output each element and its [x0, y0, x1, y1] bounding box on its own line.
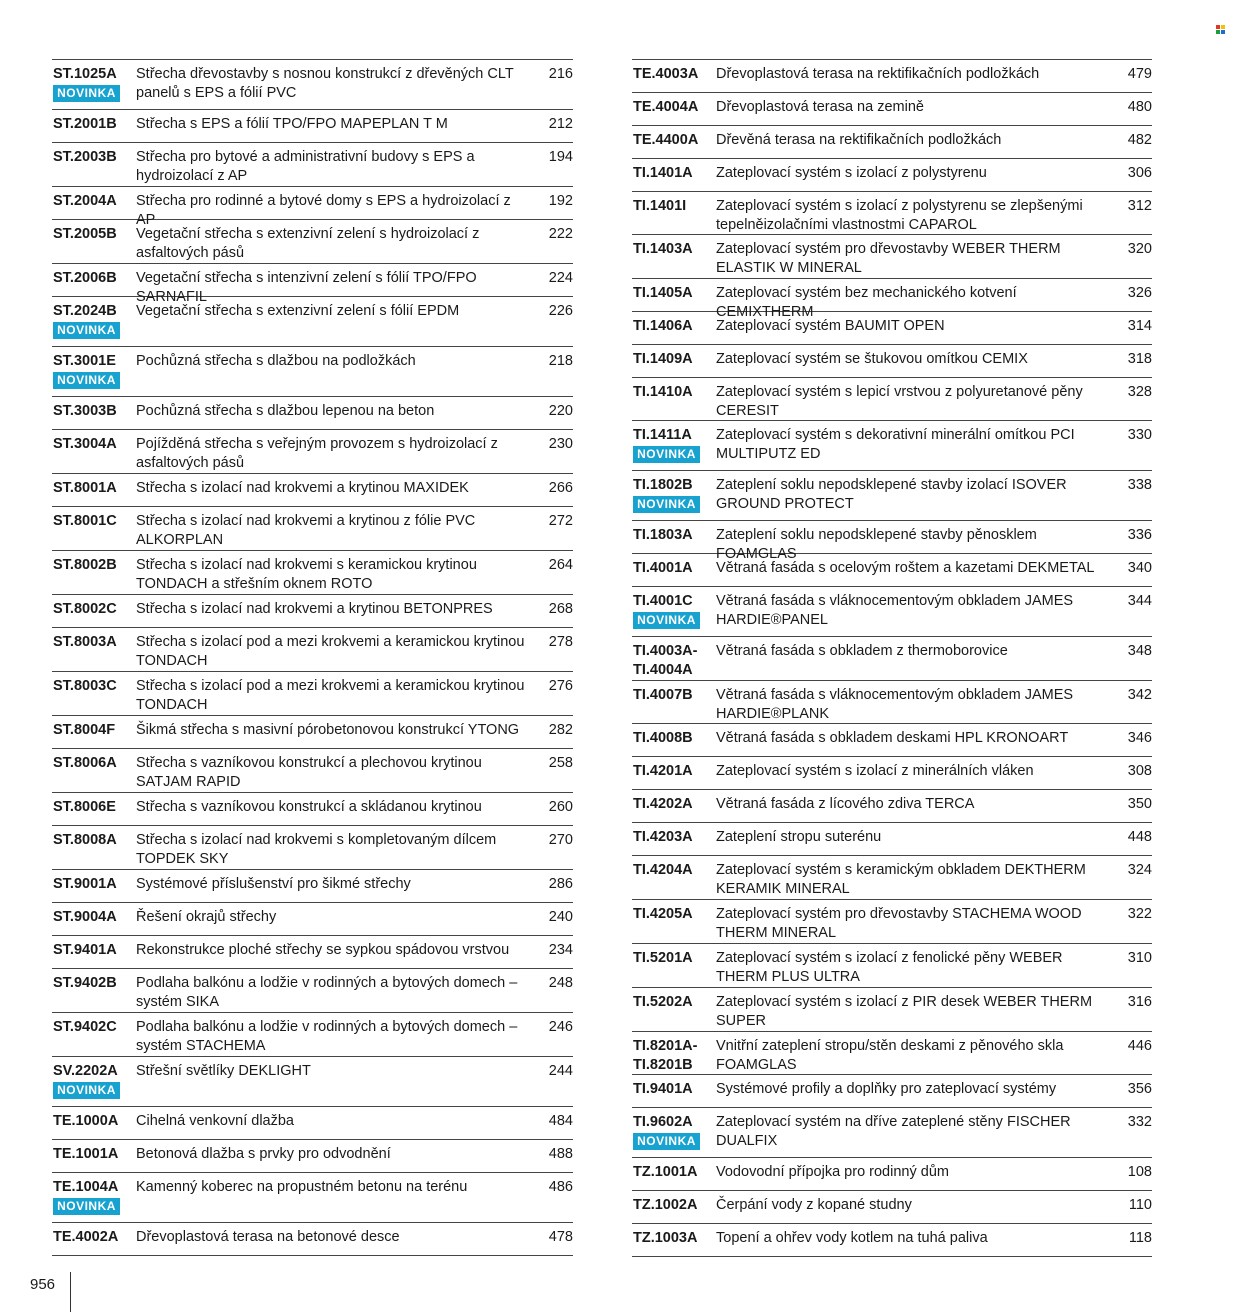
entry-description: Vegetační střecha s extenzivní zelení s hydroizolací z asfaltových pásů [136, 226, 480, 261]
entry-description: Zateplovací systém s lepicí vrstvou z polyuretanové pěny CERESIT [716, 384, 1083, 419]
index-entry [52, 628, 573, 672]
entry-page-number: 246 [548, 1019, 573, 1035]
entry-code: TI.4001C [633, 593, 693, 609]
entry-page-number: 344 [1127, 593, 1152, 609]
entry-description: Větraná fasáda s obkladem deskami HPL KRONOART [716, 730, 1069, 746]
entry-description: Střecha s EPS a fólií TPO/FPO MAPEPLAN T M [136, 116, 448, 132]
entry-code: ST.8002B [53, 557, 117, 573]
index-entry [632, 279, 1152, 320]
index-entry [52, 397, 573, 430]
index-entry [52, 1057, 573, 1107]
entry-description: Vegetační střecha s extenzivní zelení s fólií EPDM [136, 303, 460, 319]
entry-page-number: 318 [1127, 351, 1152, 367]
entry-code: TE.1000A [53, 1113, 119, 1129]
index-entry [52, 749, 573, 793]
entry-code: TI.8201A- TI.8201B [633, 1038, 698, 1073]
entry-code: ST.9004A [53, 909, 117, 925]
entry-page-number: 194 [548, 149, 573, 165]
entry-page-number: 340 [1127, 560, 1152, 576]
entry-code: ST.8002C [53, 601, 117, 617]
entry-description: Dřevoplastová terasa na zemině [716, 99, 924, 115]
entry-description: Vodovodní přípojka pro rodinný dům [716, 1164, 949, 1180]
index-entry [632, 587, 1152, 637]
entry-code: TZ.1002A [633, 1197, 698, 1213]
entry-page-number: 320 [1127, 241, 1152, 257]
index-entry [52, 507, 573, 551]
entry-description: Betonová dlažba s prvky pro odvodnění [136, 1146, 391, 1162]
index-entry [632, 724, 1152, 757]
entry-description: Cihelná venkovní dlažba [136, 1113, 294, 1129]
entry-page-number: 488 [548, 1146, 573, 1162]
entry-code: ST.8003C [53, 678, 117, 694]
entry-description: Pojížděná střecha s veřejným provozem s hydroizolací z asfaltových pásů [136, 436, 498, 471]
entry-code: ST.2005B [53, 226, 117, 242]
index-entry [632, 637, 1152, 681]
entry-code: ST.2024B [53, 303, 117, 319]
entry-description: Zateplení soklu nepodsklepené stavby izolací ISOVER GROUND PROTECT [716, 477, 1067, 512]
index-column-left [52, 59, 573, 1256]
index-entry [52, 551, 573, 595]
entry-description: Zateplovací systém pro dřevostavby WEBER THERM ELASTIK W MINERAL [716, 241, 1061, 276]
index-entry [52, 1140, 573, 1173]
entry-page-number: 212 [548, 116, 573, 132]
entry-description: Zateplovací systém s izolací z fenolické pěny WEBER THERM PLUS ULTRA [716, 950, 1063, 985]
index-entry [52, 716, 573, 749]
index-entry [632, 93, 1152, 126]
entry-code: ST.8004F [53, 722, 116, 738]
entry-page-number: 350 [1127, 796, 1152, 812]
index-entry [52, 143, 573, 187]
entry-code: ST.2003B [53, 149, 117, 165]
index-entry [632, 1075, 1152, 1108]
index-entry [632, 823, 1152, 856]
entry-code: ST.9401A [53, 942, 117, 958]
entry-code: TI.4204A [633, 862, 693, 878]
entry-description: Systémové příslušenství pro šikmé střechy [136, 876, 411, 892]
entry-description: Zateplovací systém se štukovou omítkou CEMIX [716, 351, 1028, 367]
entry-description: Dřevěná terasa na rektifikačních podložkách [716, 132, 1002, 148]
index-entry [52, 672, 573, 716]
new-badge: NOVINKA [53, 85, 120, 102]
entry-description: Větraná fasáda s vláknocementovým obkladem JAMES HARDIE®PANEL [716, 593, 1074, 628]
index-entry [632, 1224, 1152, 1257]
entry-description: Zateplovací systém s izolací z minerálních vláken [716, 763, 1034, 779]
index-entry [632, 757, 1152, 790]
new-badge: NOVINKA [633, 496, 700, 513]
index-entry [52, 595, 573, 628]
entry-page-number: 272 [548, 513, 573, 529]
entry-page-number: 482 [1127, 132, 1152, 148]
entry-description: Střecha s izolací nad krokvemi s kompletovaným dílcem TOPDEK SKY [136, 832, 497, 867]
entry-page-number: 342 [1127, 687, 1152, 703]
entry-description: Zateplovací systém BAUMIT OPEN [716, 318, 945, 334]
index-entry [52, 430, 573, 474]
index-entry [52, 474, 573, 507]
entry-code: ST.2001B [53, 116, 117, 132]
entry-description: Zateplovací systém s keramickým obkladem DEKTHERM KERAMIK MINERAL [716, 862, 1086, 897]
entry-description: Střecha s vazníkovou konstrukcí a skládanou krytinou [136, 799, 482, 815]
entry-code: ST.8006A [53, 755, 117, 771]
index-entry [632, 421, 1152, 471]
entry-code: TI.9401A [633, 1081, 693, 1097]
index-entry [632, 944, 1152, 988]
index-entry [632, 1108, 1152, 1158]
entry-page-number: 216 [548, 66, 573, 82]
index-entry [52, 1223, 573, 1256]
entry-code: TE.4004A [633, 99, 699, 115]
entry-page-number: 268 [548, 601, 573, 617]
entry-description: Topení a ohřev vody kotlem na tuhá paliva [716, 1230, 988, 1246]
entry-page-number: 248 [548, 975, 573, 991]
entry-description: Rekonstrukce ploché střechy se sypkou spádovou vrstvou [136, 942, 510, 958]
entry-code: TI.1803A [633, 527, 693, 543]
entry-description: Střecha s izolací nad krokvemi s keramickou krytinou TONDACH a střešním oknem ROTO [136, 557, 477, 592]
entry-page-number: 308 [1127, 763, 1152, 779]
index-entry [52, 793, 573, 826]
entry-description: Zateplovací systém s izolací z polystyrenu se zlepšenými tepelněizolačními vlastnostmi CAPAROL [716, 198, 1083, 233]
index-entry [632, 159, 1152, 192]
entry-page-number: 448 [1127, 829, 1152, 845]
entry-code: ST.8001C [53, 513, 117, 529]
entry-page-number: 346 [1127, 730, 1152, 746]
entry-code: ST.3001E [53, 353, 116, 369]
index-entry [632, 521, 1152, 562]
entry-page-number: 226 [548, 303, 573, 319]
index-entry [52, 1013, 573, 1057]
entry-code: TI.1406A [633, 318, 693, 334]
entry-page-number: 326 [1127, 285, 1152, 301]
entry-page-number: 110 [1128, 1197, 1152, 1213]
entry-description: Zateplovací systém s izolací z PIR desek WEBER THERM SUPER [716, 994, 1093, 1029]
entry-description: Zateplovací systém pro dřevostavby STACHEMA WOOD THERM MINERAL [716, 906, 1082, 941]
entry-description: Střecha pro rodinné a bytové domy s EPS a hydroizolací z AP [136, 193, 511, 228]
new-badge: NOVINKA [633, 1133, 700, 1150]
entry-description: Dřevoplastová terasa na rektifikačních podložkách [716, 66, 1040, 82]
index-entry [52, 826, 573, 870]
entry-code: TI.4001A [633, 560, 693, 576]
entry-description: Větraná fasáda s vláknocementovým obkladem JAMES HARDIE®PLANK [716, 687, 1074, 722]
entry-page-number: 324 [1127, 862, 1152, 878]
entry-description: Zateplovací systém na dříve zateplené stěny FISCHER DUALFIX [716, 1114, 1071, 1149]
index-entry [52, 220, 573, 264]
entry-page-number: 478 [548, 1229, 573, 1245]
entry-page-number: 328 [1127, 384, 1152, 400]
entry-page-number: 270 [548, 832, 573, 848]
index-entry [632, 1158, 1152, 1191]
entry-description: Větraná fasáda z lícového zdiva TERCA [716, 796, 975, 812]
entry-description: Střecha s vazníkovou konstrukcí a plechovou krytinou SATJAM RAPID [136, 755, 482, 790]
entry-description: Zateplení soklu nepodsklepené stavby pěnosklem FOAMGLAS [716, 527, 1037, 562]
entry-page-number: 486 [548, 1179, 573, 1195]
entry-code: TI.1403A [633, 241, 693, 257]
index-entry [632, 471, 1152, 521]
entry-page-number: 286 [548, 876, 573, 892]
entry-code: TI.5202A [633, 994, 693, 1010]
entry-code: ST.2004A [53, 193, 117, 209]
entry-code: TI.4008B [633, 730, 693, 746]
entry-code: TI.1802B [633, 477, 693, 493]
entry-page-number: 192 [548, 193, 573, 209]
index-entry [632, 681, 1152, 724]
entry-page-number: 356 [1127, 1081, 1152, 1097]
new-badge: NOVINKA [53, 1082, 120, 1099]
entry-description: Střecha pro bytové a administrativní budovy s EPS a hydroizolací z AP [136, 149, 475, 184]
entry-code: ST.9001A [53, 876, 117, 892]
index-entry [632, 856, 1152, 900]
entry-page-number: 314 [1127, 318, 1152, 334]
entry-description: Větraná fasáda s ocelovým roštem a kazetami DEKMETAL [716, 560, 1095, 576]
entry-code: TZ.1003A [633, 1230, 698, 1246]
entry-code: ST.9402B [53, 975, 117, 991]
entry-description: Dřevoplastová terasa na betonové desce [136, 1229, 400, 1245]
entry-page-number: 306 [1127, 165, 1152, 181]
new-badge: NOVINKA [633, 446, 700, 463]
brand-mark-icon [1216, 25, 1225, 34]
entry-code: TE.4003A [633, 66, 699, 82]
index-entry [52, 60, 573, 110]
entry-code: ST.1025A [53, 66, 117, 82]
page-number: 956 [30, 1276, 56, 1293]
new-badge: NOVINKA [53, 322, 120, 339]
entry-page-number: 446 [1127, 1038, 1152, 1054]
index-entry [52, 1173, 573, 1223]
index-entry [52, 870, 573, 903]
index-entry [632, 790, 1152, 823]
entry-code: SV.2202A [53, 1063, 118, 1079]
entry-page-number: 276 [548, 678, 573, 694]
entry-description: Zateplovací systém bez mechanického kotvení CEMIXTHERM [716, 285, 1017, 320]
new-badge: NOVINKA [633, 612, 700, 629]
entry-code: TI.9602A [633, 1114, 693, 1130]
entry-code: TI.1401A [633, 165, 693, 181]
entry-code: ST.8008A [53, 832, 117, 848]
entry-page-number: 264 [548, 557, 573, 573]
entry-description: Řešení okrajů střechy [136, 909, 277, 925]
entry-description: Střecha s izolací nad krokvemi a krytinou z fólie PVC ALKORPLAN [136, 513, 476, 548]
new-badge: NOVINKA [53, 372, 120, 389]
entry-code: ST.3003B [53, 403, 117, 419]
entry-page-number: 258 [548, 755, 573, 771]
index-entry [632, 235, 1152, 279]
index-entry [52, 297, 573, 347]
index-entry [52, 347, 573, 397]
entry-description: Zateplovací systém s dekorativní minerální omítkou PCI MULTIPUTZ ED [716, 427, 1075, 462]
entry-page-number: 310 [1127, 950, 1152, 966]
index-entry [632, 988, 1152, 1032]
entry-description: Zateplení stropu suterénu [716, 829, 882, 845]
index-entry [632, 192, 1152, 235]
entry-description: Zateplovací systém s izolací z polystyrenu [716, 165, 987, 181]
entry-description: Střecha s izolací pod a mezi krokvemi a keramickou krytinou TONDACH [136, 678, 525, 713]
index-entry [632, 1032, 1152, 1075]
entry-code: TI.4007B [633, 687, 693, 703]
entry-page-number: 348 [1127, 643, 1152, 659]
entry-code: TE.1001A [53, 1146, 119, 1162]
index-entry [632, 312, 1152, 345]
entry-description: Střecha s izolací nad krokvemi a krytinou MAXIDEK [136, 480, 469, 496]
entry-page-number: 260 [548, 799, 573, 815]
index-entry [52, 264, 573, 305]
page-number-divider [70, 1272, 71, 1312]
entry-description: Vnitřní zateplení stropu/stěn deskami z pěnového skla FOAMGLAS [716, 1038, 1064, 1073]
entry-code: TI.5201A [633, 950, 693, 966]
entry-code: TI.1410A [633, 384, 693, 400]
entry-page-number: 278 [548, 634, 573, 650]
entry-description: Střešní světlíky DEKLIGHT [136, 1063, 311, 1079]
index-entry [52, 187, 573, 228]
index-entry [632, 1191, 1152, 1224]
entry-description: Větraná fasáda s obkladem z thermoborovice [716, 643, 1008, 659]
index-entry [632, 900, 1152, 944]
entry-code: ST.9402C [53, 1019, 117, 1035]
entry-description: Střecha s izolací nad krokvemi a krytinou BETONPRES [136, 601, 493, 617]
index-entry [632, 126, 1152, 159]
entry-code: TZ.1001A [633, 1164, 698, 1180]
entry-page-number: 316 [1127, 994, 1152, 1010]
entry-page-number: 282 [548, 722, 573, 738]
entry-page-number: 108 [1127, 1164, 1152, 1180]
index-entry [632, 554, 1152, 587]
entry-page-number: 332 [1127, 1114, 1152, 1130]
entry-page-number: 479 [1127, 66, 1152, 82]
entry-page-number: 220 [548, 403, 573, 419]
entry-page-number: 312 [1127, 198, 1152, 214]
entry-code: ST.3004A [53, 436, 117, 452]
entry-page-number: 234 [548, 942, 573, 958]
entry-page-number: 338 [1127, 477, 1152, 493]
entry-page-number: 240 [548, 909, 573, 925]
entry-page-number: 480 [1127, 99, 1152, 115]
entry-page-number: 222 [548, 226, 573, 242]
entry-description: Šikmá střecha s masivní pórobetonovou konstrukcí YTONG [136, 722, 520, 738]
entry-description: Systémové profily a doplňky pro zateplovací systémy [716, 1081, 1057, 1097]
entry-page-number: 224 [548, 270, 573, 286]
entry-page-number: 266 [548, 480, 573, 496]
new-badge: NOVINKA [53, 1198, 120, 1215]
entry-description: Podlaha balkónu a lodžie v rodinných a bytových domech – systém SIKA [136, 975, 518, 1010]
entry-page-number: 336 [1127, 527, 1152, 543]
entry-code: TE.4400A [633, 132, 699, 148]
entry-description: Střecha dřevostavby s nosnou konstrukcí z dřevěných CLT panelů s EPS a fólií PVC [136, 66, 514, 101]
entry-description: Pochůzná střecha s dlažbou lepenou na beton [136, 403, 435, 419]
entry-code: TI.1409A [633, 351, 693, 367]
entry-code: ST.8001A [53, 480, 117, 496]
entry-code: TE.4002A [53, 1229, 119, 1245]
entry-code: TI.4203A [633, 829, 693, 845]
entry-code: ST.8003A [53, 634, 117, 650]
index-entry [52, 110, 573, 143]
entry-description: Podlaha balkónu a lodžie v rodinných a bytových domech – systém STACHEMA [136, 1019, 518, 1054]
entry-code: TI.4205A [633, 906, 693, 922]
entry-code: TI.4201A [633, 763, 693, 779]
index-entry [52, 969, 573, 1013]
entry-code: ST.8006E [53, 799, 116, 815]
entry-page-number: 484 [548, 1113, 573, 1129]
index-entry [52, 936, 573, 969]
entry-description: Kamenný koberec na propustném betonu na terénu [136, 1179, 468, 1195]
entry-description: Vegetační střecha s intenzivní zelení s fólií TPO/FPO SARNAFIL [136, 270, 477, 305]
entry-page-number: 244 [548, 1063, 573, 1079]
entry-code: TI.4003A- TI.4004A [633, 643, 698, 678]
entry-code: TE.1004A [53, 1179, 119, 1195]
entry-code: TI.4202A [633, 796, 693, 812]
index-entry [632, 60, 1152, 93]
entry-code: ST.2006B [53, 270, 117, 286]
index-column-right [632, 59, 1152, 1257]
index-entry [52, 903, 573, 936]
index-entry [632, 378, 1152, 421]
entry-description: Střecha s izolací pod a mezi krokvemi a keramickou krytinou TONDACH [136, 634, 525, 669]
entry-page-number: 218 [548, 353, 573, 369]
entry-code: TI.1411A [633, 427, 692, 443]
index-entry [632, 345, 1152, 378]
entry-code: TI.1401I [633, 198, 687, 214]
entry-description: Čerpání vody z kopané studny [716, 1197, 912, 1213]
entry-description: Pochůzná střecha s dlažbou na podložkách [136, 353, 416, 369]
entry-page-number: 230 [548, 436, 573, 452]
entry-code: TI.1405A [633, 285, 693, 301]
index-entry [52, 1107, 573, 1140]
entry-page-number: 322 [1127, 906, 1152, 922]
entry-page-number: 330 [1127, 427, 1152, 443]
entry-page-number: 118 [1128, 1230, 1152, 1246]
